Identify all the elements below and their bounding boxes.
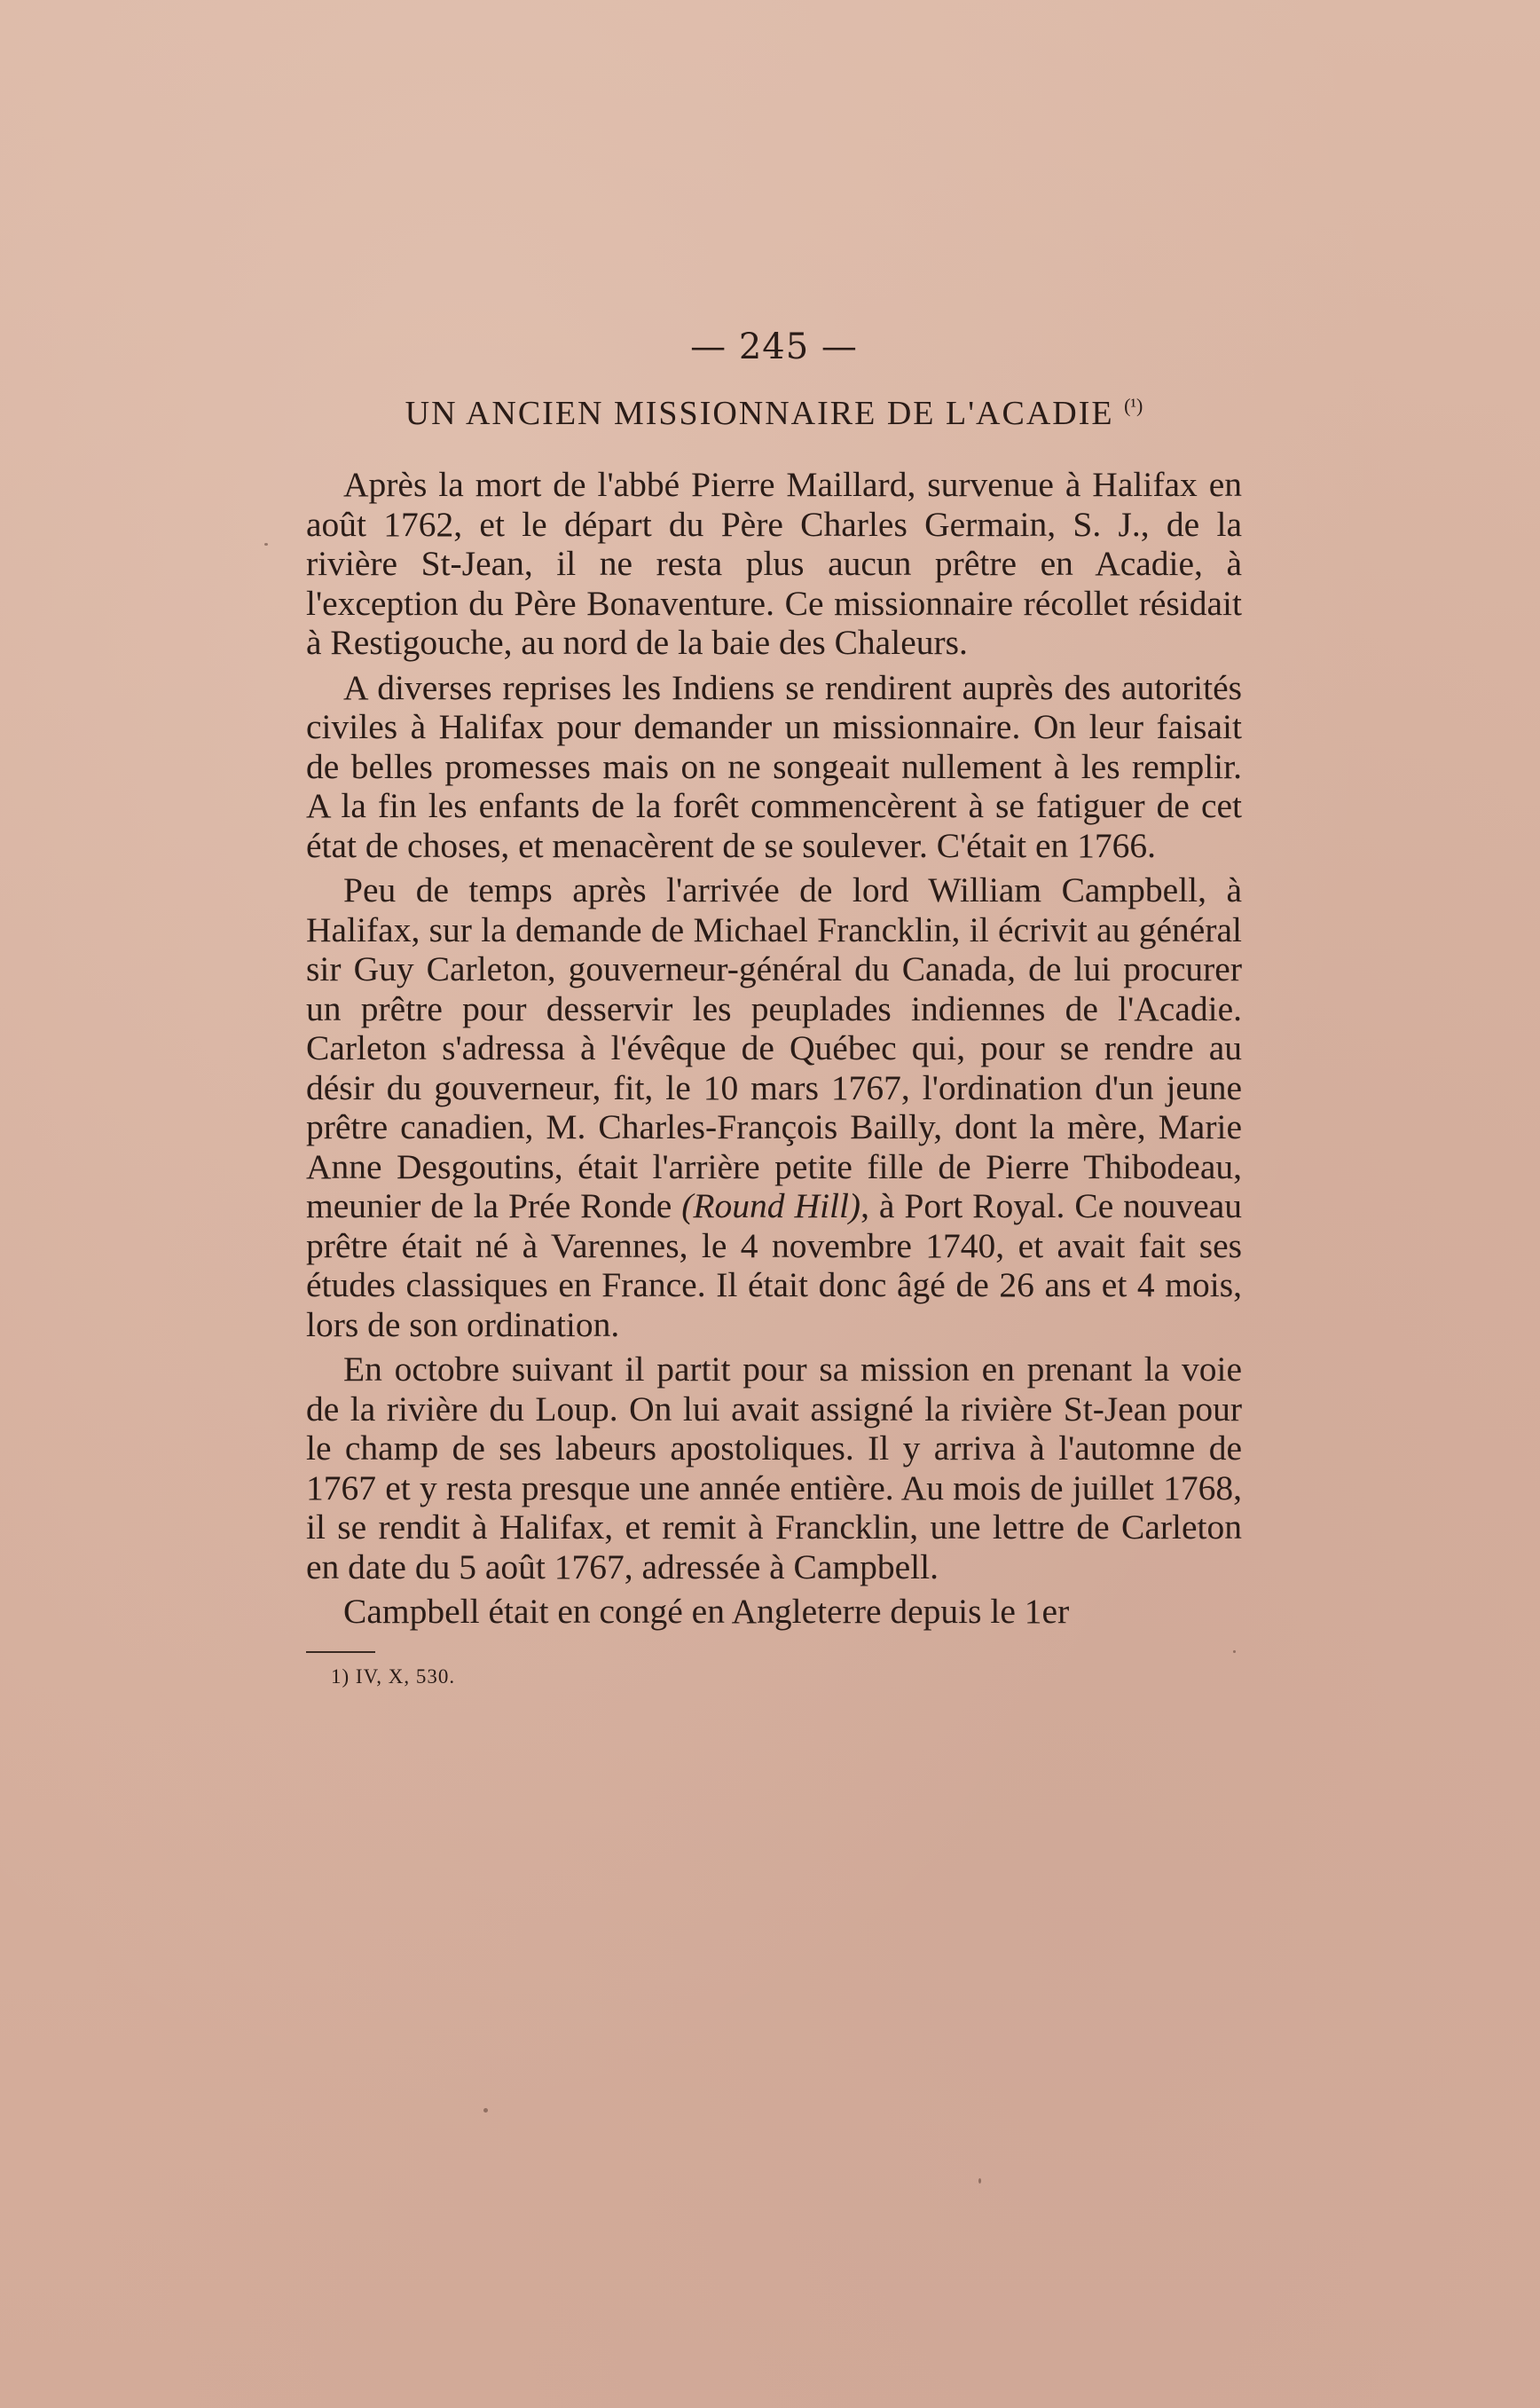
paragraph-5: Campbell était en congé en Angleterre depuis le 1er <box>343 1592 1070 1631</box>
paragraph-3 <box>306 870 1242 1344</box>
page-number: — 245 — <box>690 327 858 367</box>
chapter-title <box>306 394 1242 433</box>
paper-speck <box>264 543 268 546</box>
paragraph-3-italic: (Round Hill) <box>681 1186 861 1225</box>
footnote-rule <box>306 1651 375 1653</box>
paragraph-1: Après la mort de l'abbé Pierre Maillard, survenue à Halifax en août 1762, et le départ du Père Charles Germain, S. J., de la rivière St-Jean, il ne resta plus aucun prêtre en Acadie, à l'exception du Père Bonaventure. Ce missionnaire récollet résidait à Restigouche, au nord de la baie des Chaleurs. <box>306 465 1242 662</box>
paper-speck <box>1233 1650 1236 1653</box>
text-block <box>306 327 1242 1688</box>
footnote-marker: (¹) <box>1124 394 1143 417</box>
paper-speck <box>978 2178 981 2184</box>
footnote: 1) IV, X, 530. <box>331 1664 456 1688</box>
paper-speck <box>483 2108 488 2113</box>
paragraph-3-part-1: Peu de temps après l'arrivée de lord William Campbell, à Halifax, sur la demande de Michael Francklin, il écrivit au général sir Guy Carleton, gouverneur-général du Canada, de lui procurer un prêtre pour desservir les peuplades indiennes de l'Acadie. Carleton s'adressa à l'évêque de Québec qui, pour se rendre au désir du gouverneur, fit, le 10 mars 1767, l'ordination d'un jeune prêtre canadien, M. Charles-François Bailly, dont la mère, Marie Anne Desgoutins, était l'arrière petite fille de Pierre Thibodeau, meunier de la Prée Ronde <box>306 870 1242 1225</box>
paragraph-2: A diverses reprises les Indiens se rendirent auprès des autorités civiles à Halifax pour demander un missionnaire. On leur faisait de belles promesses mais on ne songeait nullement à les remplir. A la fin les enfants de la forêt commencèrent à se fatiguer de cet état de choses, et menacèrent de se soulever. C'était en 1766. <box>306 667 1242 865</box>
chapter-title-text: UN ANCIEN MISSIONNAIRE DE L'ACADIE <box>405 395 1114 432</box>
paragraph-4: En octobre suivant il partit pour sa mission en prenant la voie de la rivière du Loup. On lui avait assigné la rivière St-Jean pour le champ de ses labeurs apostoliques. Il y arriva à l'automne de 1767 et y resta presque une année entière. Au mois de juillet 1768, il se rendit à Halifax, et remit à Francklin, une lettre de Carleton en date du 5 août 1767, adressée à Campbell. <box>306 1350 1242 1586</box>
paragraph-3-part-2: , à Port Royal. Ce nouveau prêtre était né à Varennes, le 4 novembre 1740, et avait fait ses études classiques en France. Il était donc âgé de 26 ans et 4 mois, lors de son ordination. <box>306 1186 1242 1344</box>
